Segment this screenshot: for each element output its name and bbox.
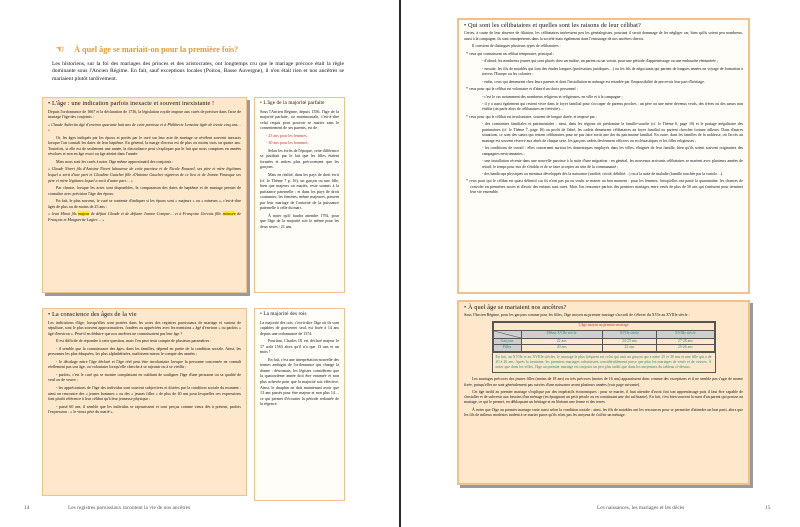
list-item: - les conditions de travail : elles concernent surtout les domestiques employés dans les villes, éloignés de leur famille, bien qu'ils soient souvent originaires des campagnes environnantes ; — [482, 145, 743, 156]
list-item: - il semble que la connaissance des âges, dans les familles, dépend en partie de la condition sociale. Ainsi, les personnes les plus éduquées, les plus alphabétisées, maîtrisent mieux le compte des années ; — [48, 345, 241, 357]
right-page — [401, 0, 800, 527]
box-majority — [254, 97, 345, 293]
running-footer-left: Les registres paroissiaux racontent la vie de nos ancêtres — [68, 505, 191, 511]
box-title: • À quel âge se mariaient nos ancêtres? — [464, 304, 567, 311]
highlight-majeur: majeur — [78, 211, 90, 217]
list-item: - des contraintes familiales et patrimoniales : ainsi, dans les régions où prédomine la famille-souche (cf. le Thème 6, page 10) et le partage inégalitaire des patrimoines (cf. le Thème 7, page 16) au profit de l'aîné, les cadets demeurent célibataires au foyer familial ou partent chercher fortune ailleurs. Dans d'autres situations, ce sont des sœurs qui restent célibataires pour ne pas faire sortir une dot du patrimoine familial. En outre, dans les familles de la noblesse, où l'accès au mariage est souvent réservé aux aînés de chaque sexe, les garçons cadets deviennent officiers ou ecclésiastiques et les filles religieuses ; — [482, 121, 743, 143]
table-cell: 22 ans — [602, 345, 656, 352]
paragraph: En fait, c'est une interprétation nouvelle des termes ambigus de l'ordonnance qui change la donne : désormais, les légistes considèrent que la quatorzième année doit être entamée et non plus achevée pour que la majorité soit effective. Ainsi, le dauphin ne doit maintenant avoir que 13 ans passés pour être majeur et non plus 14… ce qui permet d'écourter la période redoutée de la régence. — [260, 356, 339, 407]
box-age-awareness — [42, 308, 247, 496]
list-item: - c'est le cas notamment des nombreux religieux et religieuses, en ville et à la campagne ; — [482, 93, 623, 99]
intro-paragraph: Les historiens, sur la foi des mariages des princes et des aristocrates, ont longtemps cru que le mariage précoce était la règle dominante sous l'Ancien Régime. En fait, sauf exceptions locales (Poitou, Basse Auvergne), il n'en était rien et nos ancêtres se mariaient plutôt tardivement. — [52, 61, 344, 82]
table-note: En fait, au XVIIe et au XVIIIe siècles, le mariage le plus fréquent est celui qui unit un garçon qui a entre 25 et 30 ans et une fille qui a de 20 à 26 ans. Après la trentaine, les premiers mariages ralentissent considérablement parce que plus les mariages de veufs et de veuves. À noter que dans les villes, l'âge au premier mariage est toujours un peu plus tardif que dans les moyennes du tableau ci-dessus. — [493, 352, 715, 373]
list-item: - les appréciations de l'âge des individus sont souvent subjectives et dictées par la condition sociale du moment : ainsi on rencontre des « jeunes hommes » ou des « jeunes filles » de plus de 40 ans pour lesquelles ces expressions font plutôt référence à leur célibat qu'à leur jeunesse physique ; — [48, 385, 241, 402]
highlight-mineure: mineure — [222, 211, 236, 217]
paragraph: Or, les âges indiqués par les époux et portés par le curé sur leur acte de mariage se révèlent souvent inexacts lorsque l'on connaît les dates de leur baptême. En général, la marge d'erreur est de plus ou moins trois ou quatre ans. Toutefois, si elle est de seulement une année, la discordance peut s'expliquer par le fait que nous comptons en années révolues et non en âge exact ou âge atteint dans l'année. — [48, 134, 241, 157]
section-title-text: À quel âge se mariait-on pour la première fois? — [74, 45, 239, 54]
paragraph: Les mariages précoces des jeunes filles (moins de 18 ans) ou très précoces (moins de 16 ans) apparaissent donc comme des exceptions et il ne semble pas s'agir de norme fixée, puisqu'elles ne sont généralement pas suivies d'une naissance avant plusieurs années (voir page suivante). — [464, 376, 743, 387]
list-item: - une installation récente dans une nouvelle paroisse à la suite d'une migration : en général, les nouveaux arrivants célibataires se marient avec plusieurs années de retard, le temps pour eux de s'établir et de se faire accepter au sein de la communauté ; — [482, 158, 743, 169]
column-header: XVIIIe siècle — [657, 330, 715, 338]
table-cell: 27-28 ans — [657, 338, 715, 345]
paragraph: Depuis l'ordonnance de 1667 et la déclaration de 1736, la législation royale impose aux curés de préciser dans l'acte de mariage l'âge des conjoints : — [48, 108, 241, 120]
table-cell: 22 ans — [521, 338, 602, 345]
box-celibacy — [457, 18, 750, 294]
table-cell: 24-25 ans — [602, 338, 656, 345]
item-men: - 30 ans pour les hommes. — [266, 140, 309, 146]
box-kings-majority — [254, 308, 345, 501]
list-item: - enfin, ceux qui demeurent chez leurs parents et dont l'installation en ménage est retardée par l'impossibilité de percevoir leur part d'héritage. — [482, 78, 705, 84]
box-title: • La majorité des rois — [260, 311, 307, 317]
paragraph: Sous l'Ancien Régime, depuis 1556, l'âge de la majorité parfaite, ou matrimoniale, c'est-à-dire celui requis pour pouvoir se marier sans le consentement de ses parents, est de : — [260, 108, 339, 131]
table-caption: L'âge moyen au premier mariage — [493, 322, 714, 330]
item-women: - 25 ans pour les femmes, — [266, 132, 308, 138]
box-title: • La conscience des âges de la vie — [48, 311, 137, 318]
paragraph: Les indications d'âge, lorsqu'elles sont portées dans les actes des registres paroissiaux de mariage et surtout de sépulture, sont le plus souvent approximatives, fondées ou appréciées avec les mentions « âgé d'environ » ou parfois « âgé d'environ ». Peut-il en déduire que nos ancêtres ne connaissaient pas leur âge ? — [48, 319, 241, 336]
row-header: Filles — [493, 345, 521, 352]
paragraph: Mais en réalité, dans les pays de droit écrit (cf. le Thème 7 p. 16), un garçon ou une fille, bien que majeurs ou mariés, reste soumis à la puissance paternelle ; et dans les pays de droit coutumier, les femmes, même majeures, passent par leur mariage de l'autorité de la puissance paternelle à celle du mari. — [260, 172, 339, 211]
paragraph: Cet âge tardif au premier mariage s'explique par des impératifs économiques : pour se marier, il faut attendre d'avoir fini son apprentissage puis il faut être capable de s'installer et de subvenir aux besoins d'un ménage (en épargnant un petit pécule ou en constituant une dot suffisante). En fait, c'est bien souvent la mort d'un parent qui pousse au mariage, ce qui le permet, en débloquant un héritage et en libérant une ferme et des terres. — [464, 388, 743, 405]
paragraph: À noter qu'il faudra attendre 1792, pour que l'âge de la majorité soit le même pour les deux sexes : 21 ans. — [260, 212, 339, 229]
box-title: • L'âge de la majorité parfaite — [260, 100, 325, 106]
paragraph: La majorité des rois, c'est-à-dire l'âge où ils sont capables de gouverner seul, est fixée à 14 ans depuis une ordonnance de 1374. — [260, 319, 339, 336]
column-header: XVIIe siècle — [602, 330, 656, 338]
box-title: • L'âge : une indication parfois inexacte et souvent inexistante ! — [48, 100, 215, 107]
pointing-hand-icon: ☜ — [56, 44, 65, 54]
list-item: - passé 60 ans, il semble que les individus se rajeunissent et sont perçus comme vieux dès à présent, parfois l'expression : « le vieux père du marié ». — [48, 403, 241, 415]
quote: « Claude Aubertin âgé d'environ quarante huit ans de cette paroisse et à Philiberte Lemoine âgée de trente cinq ans… » — [48, 121, 241, 133]
paragraph: Certes, à cause de leur absence de filiation, les célibataires intéressent peu les généalogistes, pourtant il serait dommage de les négliger car, bien qu'ils soient peu nombreux, aussi à la campagne, ils sont omniprésents dans la société mais également dans l'entourage de nos ancêtres directs. — [464, 30, 743, 41]
table-corner — [493, 330, 521, 338]
paragraph: Sous l'Ancien Régime, pour les garçons comme pour les filles, l'âge moyen au premier mariage s'accroît de s'élever du XVIe au XVIIIe siècle : — [464, 312, 690, 318]
page-number-right: 15 — [765, 505, 771, 511]
table-cell: 20 ans — [521, 345, 602, 352]
paragraph: Pourtant, Charles IX est déclaré majeur le 17 août 1563 alors qu'il n'a que 13 ans et un mois ! — [260, 338, 339, 355]
section-title — [56, 44, 238, 55]
table-cell: 25-26 ans — [657, 345, 715, 352]
paragraph: En fait, le plus souvent, le curé se contente d'indiquer si les époux sont « majeurs » ou « mineurs », c'est-à-dire âgés de plus ou de moins de 25 ans : — [48, 198, 241, 209]
table-row — [493, 345, 714, 352]
paragraph: Il est difficile de répondre à cette question, mais l'on peut tenir compte de plusieurs paramètres : — [56, 338, 212, 344]
group-label: * ceux pour qui le célibat est volontaire et d'abord un choix personnel : — [466, 86, 578, 92]
quote: « Claude Nivert fils d'Antoine Nivert laboureur de cette paroisse et de Nicole Rouxnel, ses père et mère légitimes lequel a sorti d'une part et Claudine Gauchet fille d'Antoine Gauchet vigneron de ce lieu et de Jeanne Finasque ses père et mère légitimes lequel a sorti d'autre part… » — [48, 166, 241, 183]
box-title: • Qui sont les célibataires et quelles sont les raisons de leur célibat? — [464, 22, 641, 29]
paragraph: Selon les écrits de l'époque, cette différence se justifiait par le fait que les filles étaient formées et mûres plus précocement que les garçons. — [260, 147, 339, 170]
group-label: * ceux qui connaissent un célibat temporaire, principal : — [466, 50, 555, 56]
running-footer-right: Les naissances, les mariages et les décès — [597, 505, 685, 511]
list-item: - parfois, c'est le curé qui se montre complaisant en oubliant de souligner l'âge d'une personne ou sa qualité de veuf ou de veuve ; — [48, 371, 241, 383]
column-header: Début XVIIe siècle — [521, 330, 602, 338]
list-item: - ensuite, les fils de notables qui font des études longues (professions juridiques…) ou les fils de négociants qui partent de longues années en voyage de formation à travers l'Europe ou les colonies ; — [482, 65, 743, 77]
list-item: - des handicaps physiques ou mentaux développés dès la naissance (surdité, cécité, débilité…) ou à la suite de maladie (famille touchée par la variole…). — [482, 170, 724, 176]
group-label: * ceux pour qui le célibat est involontaire, souvent de longue durée, et imposé par : — [466, 113, 597, 119]
average-age-table — [492, 321, 716, 374]
box-average-age — [457, 300, 750, 485]
list-item: - le décalage entre l'âge déclaré et l'âge réel peut être involontaire lorsque la personne concernée ne connaît réellement pas son âge, ou volontaire lorsqu'elle cherche à se rajeunir ou à se vieillir ; — [48, 358, 241, 370]
quote-highlighted: « Jean Minot fils majeur de défunt Claude et de défunte Jeanne Compar… et à Françoise Gervais fille mineure de François et Marguerite Lagier… » — [48, 211, 241, 222]
paragraph: Il convient de distinguer plusieurs types de célibataires : — [472, 43, 561, 49]
group-label: * ceux pour qui le célibat est quasi définitif car ils n'ont pas pu ou voulu se marier au bon moment : pour les femmes, lorsqu'elles ont passé la quarantaine, les chances de convoler en premières noces et d'avoir des enfants sont rares. Mais l'on rencontre parfois des premiers mariages entre veufs de plus de 50 ans qui s'unissent pour terminer leur vie ensemble. — [466, 178, 743, 195]
row-header: Garçons — [493, 338, 521, 345]
paragraph: À noter que l'âge au premier mariage varie aussi selon la condition sociale : ainsi, les fils de notables ont les ressources pour se permettre d'attendre un bon parti, alors que les fils de milieux modestes tardent à se marier parce qu'ils n'ont pas les moyens de s'offrir un ménage. — [464, 406, 743, 417]
paragraph: Mais nous sont les curés à noter l'âge même approximatif des conjoints : — [56, 158, 174, 164]
page-number-left: 14 — [24, 505, 30, 511]
list-item: - d'abord, les nombreux jeunes qui sont placés chez un maître, un parent ou un voisin, pour une période d'apprentissage ou une embauche rémunérée ; — [482, 58, 718, 64]
box-age-indication — [42, 97, 247, 293]
list-item: - il y a aussi également qui restent vivre dans le foyer familial pour s'occuper de parents proches : un père ou une mère devenus veufs, des frères ou des sœurs non établis (on parle alors de célibataires en frérèche)… — [482, 100, 743, 112]
paragraph: Par chance, lorsque les actes sont disponibles, la comparaison des dates de baptême et de mariage permet de connaître avec précision l'âge des époux. — [48, 185, 241, 196]
